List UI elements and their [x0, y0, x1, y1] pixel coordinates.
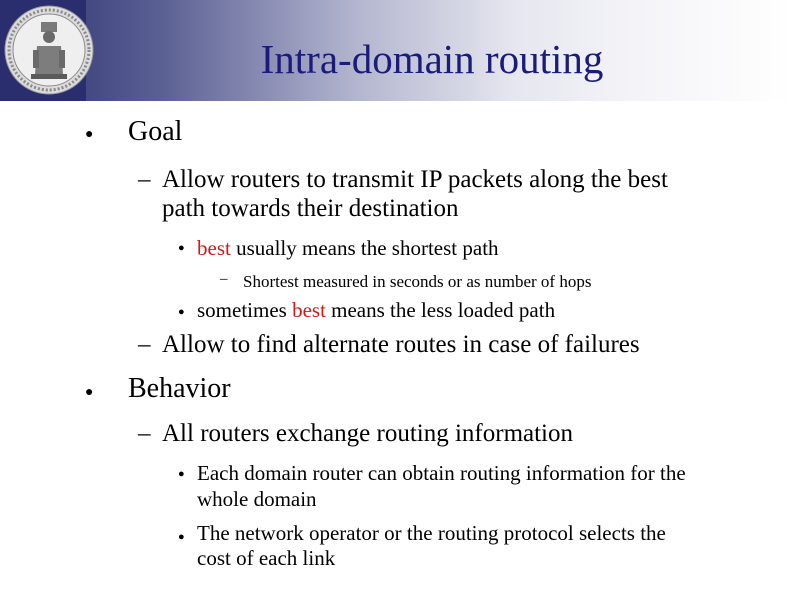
bullet-marker: ● [178, 468, 185, 480]
goal-heading: Goal [128, 116, 183, 147]
best-highlight: best [292, 298, 326, 322]
bullet-marker: ● [178, 531, 185, 543]
best-shortest-item [197, 236, 499, 261]
bullet-marker: ● [85, 127, 94, 142]
bullet-marker: ● [178, 242, 185, 254]
sometimes-pre: sometimes [197, 298, 293, 322]
allow-routers-line2: path towards their destination [162, 195, 459, 222]
allow-routers-line1: Allow routers to transmit IP packets along the best [162, 166, 668, 193]
best-highlight: best [197, 236, 231, 260]
bullet-marker: ● [85, 385, 94, 400]
network-operator-line1: The network operator or the routing protocol selects the [197, 521, 666, 545]
bullet-marker: ● [178, 306, 185, 318]
dash-marker: – [138, 331, 151, 358]
shortest-measured-item: Shortest measured in seconds or as number of hops [243, 272, 592, 291]
each-domain-line2: whole domain [197, 487, 317, 511]
network-operator-line2: cost of each link [197, 546, 336, 570]
behavior-heading: Behavior [128, 373, 231, 404]
dash-marker: – [138, 420, 151, 447]
sometimes-post: means the less loaded path [325, 298, 556, 322]
alternate-routes-item: Allow to find alternate routes in case of failures [162, 331, 640, 358]
dash-marker: – [220, 271, 228, 287]
each-domain-line1: Each domain router can obtain routing information for the [197, 461, 686, 485]
sometimes-best-item [197, 298, 555, 323]
slide-title: Intra-domain routing [260, 36, 604, 82]
all-routers-item: All routers exchange routing information [162, 420, 573, 447]
dash-marker: – [138, 166, 151, 193]
best-rest: usually means the shortest path [230, 236, 499, 260]
